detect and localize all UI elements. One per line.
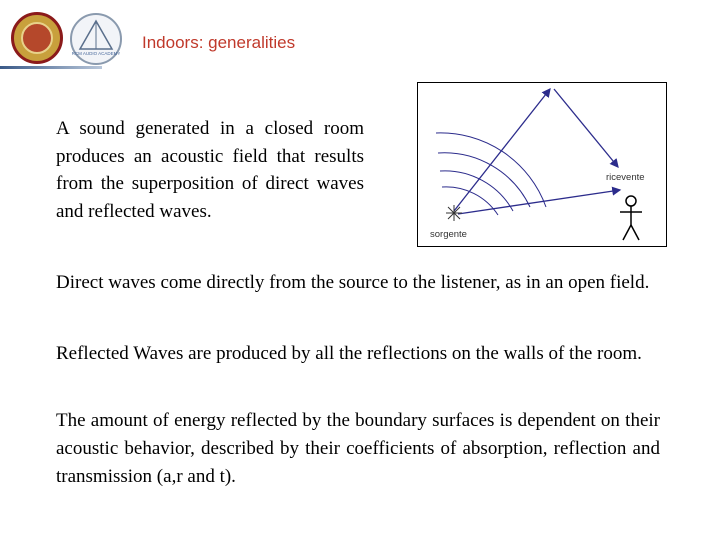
reflected-ray [454, 89, 550, 211]
reflected-ray [554, 89, 618, 167]
header-rule [0, 66, 102, 69]
reflected-waves-term: Reflected Waves [56, 343, 184, 364]
wavefront-arc [438, 153, 530, 207]
energy-paragraph: The amount of energy reflected by the boundary surfaces is dependent on their acoustic behavior, described by their coefficients of absorption, reflection and transmission (a,r and t). [56, 410, 660, 487]
direct-waves-term: Direct waves [56, 272, 156, 293]
university-seal-logo [11, 12, 63, 64]
listener-icon [620, 196, 642, 240]
lab-logo-text: RCM AUDIO ACADEMY [72, 51, 120, 56]
direct-waves-text: come directly from the source to the listener, as in an open field. [155, 272, 650, 293]
page-title: Indoors: generalities [142, 33, 296, 52]
direct-waves-paragraph [56, 269, 660, 297]
sound-source-icon [446, 205, 462, 221]
receiver-label: ricevente [606, 172, 645, 183]
reflected-waves-text: are produced by all the reflections on the walls of the room. [183, 343, 642, 364]
reflected-waves-paragraph [56, 340, 660, 368]
direct-ray [458, 190, 620, 214]
wavefront-arc [436, 133, 546, 207]
audio-lab-logo [70, 13, 122, 65]
wave-diagram [417, 82, 667, 247]
wavefront-arc [440, 171, 513, 211]
intro-paragraph: A sound generated in a closed room produces an acoustic field that results from the superposition of direct waves and reflected waves. [56, 118, 364, 222]
source-label: sorgente [430, 229, 467, 240]
